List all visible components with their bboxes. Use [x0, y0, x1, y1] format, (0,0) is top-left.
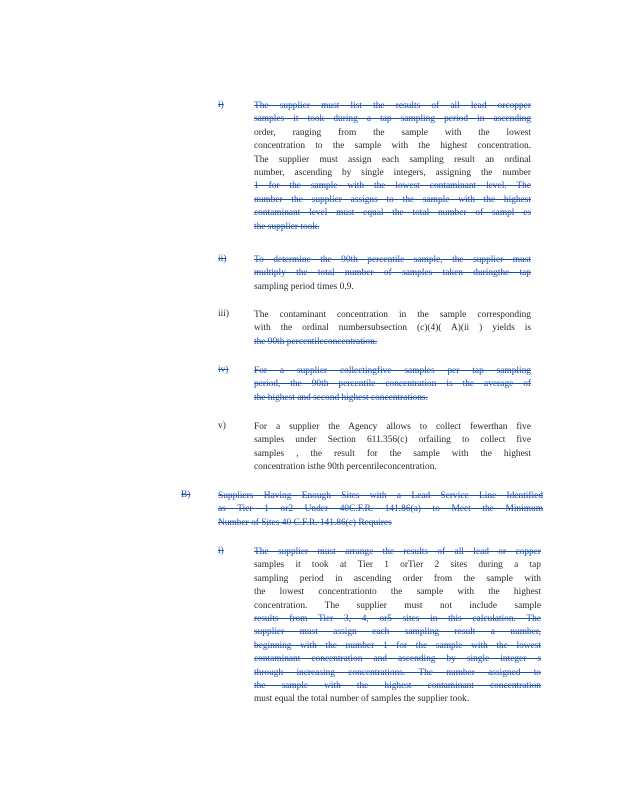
item-label: iv)	[218, 365, 229, 375]
text-line: concentration to the sample with the highest concentration.	[254, 141, 531, 152]
text-line: number, ascending by single integers, assigning the number	[254, 167, 531, 178]
item-label: i)	[218, 100, 224, 110]
text-line: concentration. The supplier must not include sample	[254, 600, 541, 611]
item-text	[254, 546, 541, 707]
item-text	[254, 254, 531, 294]
deleted-text-line: supplier must assign each sampling result a number,	[254, 627, 541, 638]
text-line: the lowest concentrationto the sample with the highest	[254, 587, 541, 598]
deleted-text-line: the 90th percentileconcentration.	[254, 336, 378, 347]
deleted-text-line: Suppliers Having Enough Sites with a Lead Service Line Identified	[218, 491, 543, 501]
text-line: samples it took at Tier 1 orTier 2 sites during a tap	[254, 560, 541, 571]
deleted-text-line: as Tier 1 or2 Under 40C.F.R. 141.86(a) to Meet the Minimum	[218, 504, 543, 515]
text-line: order, ranging from the sample with the lowest	[254, 127, 531, 138]
text-line: For a supplier the Agency allows to collect fewerthan five	[254, 422, 531, 432]
text-line: sampling period in ascending order from the sample with	[254, 573, 541, 584]
deleted-text-line: multiply the total number of samples taken duringthe tap	[254, 268, 531, 279]
deleted-text-line: the highest and second highest concentrations.	[254, 392, 428, 403]
deleted-text-line: The supplier must arrange the results of all lead or copper	[254, 547, 541, 557]
deleted-text-line: For a supplier collectingfive samples per tap sampling	[254, 366, 531, 376]
item-text	[254, 309, 531, 349]
deleted-text-line: 1 for the sample with the lowest contaminant level. The	[254, 181, 531, 192]
deleted-text-line: period, the 90th percentile concentration is the average of	[254, 379, 531, 390]
deleted-text-line: contaminant level must equal the total number of sampl es	[254, 208, 531, 219]
item-text	[218, 490, 543, 530]
deleted-text-line: the sample with the highest contaminant concentration	[254, 680, 541, 691]
text-line: samples under Section 611.356(c) orfailing to collect five	[254, 435, 531, 446]
text-line: sampling period times 0.9.	[254, 281, 354, 292]
deleted-text-line: contaminant concentration and ascending by single integer s	[254, 654, 541, 665]
deleted-text-line: samples it took during a tap sampling period in ascending	[254, 114, 531, 125]
text-line: The supplier must assign each sampling result an ordinal	[254, 154, 531, 165]
item-label: ii)	[218, 254, 227, 264]
deleted-text-line: Number of Sites 40 C.F.R. 141.86(c) Requires	[218, 517, 392, 528]
deleted-text-line: results from Tier 3, 4, or5 sites in this calculation. The	[254, 613, 541, 624]
text-line: must equal the total number of samples the supplier took.	[254, 694, 470, 705]
text-line: The contaminant concentration in the sample corresponding	[254, 310, 531, 320]
deleted-text-line: number the supplier assigns to the sample with the highest	[254, 194, 531, 205]
item-label: i)	[218, 546, 224, 556]
item-text	[254, 100, 531, 234]
item-text	[254, 421, 531, 475]
deleted-text-line: The supplier must list the results of all lead orcopper	[254, 101, 531, 111]
text-line: concentration isthe 90th percentileconcentration.	[254, 462, 437, 473]
deleted-text-line: beginning with the number 1 for the sample with the lowest	[254, 640, 541, 651]
text-line: samples , the result for the sample with the highest	[254, 448, 531, 459]
item-label: B)	[181, 490, 191, 500]
deleted-text-line: through increasing concentrations. The number assigned to	[254, 667, 541, 678]
deleted-text-line: To determine the 90th percentile sample, the supplier must	[254, 255, 531, 265]
item-label: iii)	[218, 309, 229, 319]
item-label: v)	[218, 421, 226, 431]
deleted-text-line: the supplier took.	[254, 221, 320, 232]
item-text	[254, 365, 531, 405]
text-line: with the ordinal numbersubsection (c)(4)( A)(ii ) yields is	[254, 323, 531, 334]
